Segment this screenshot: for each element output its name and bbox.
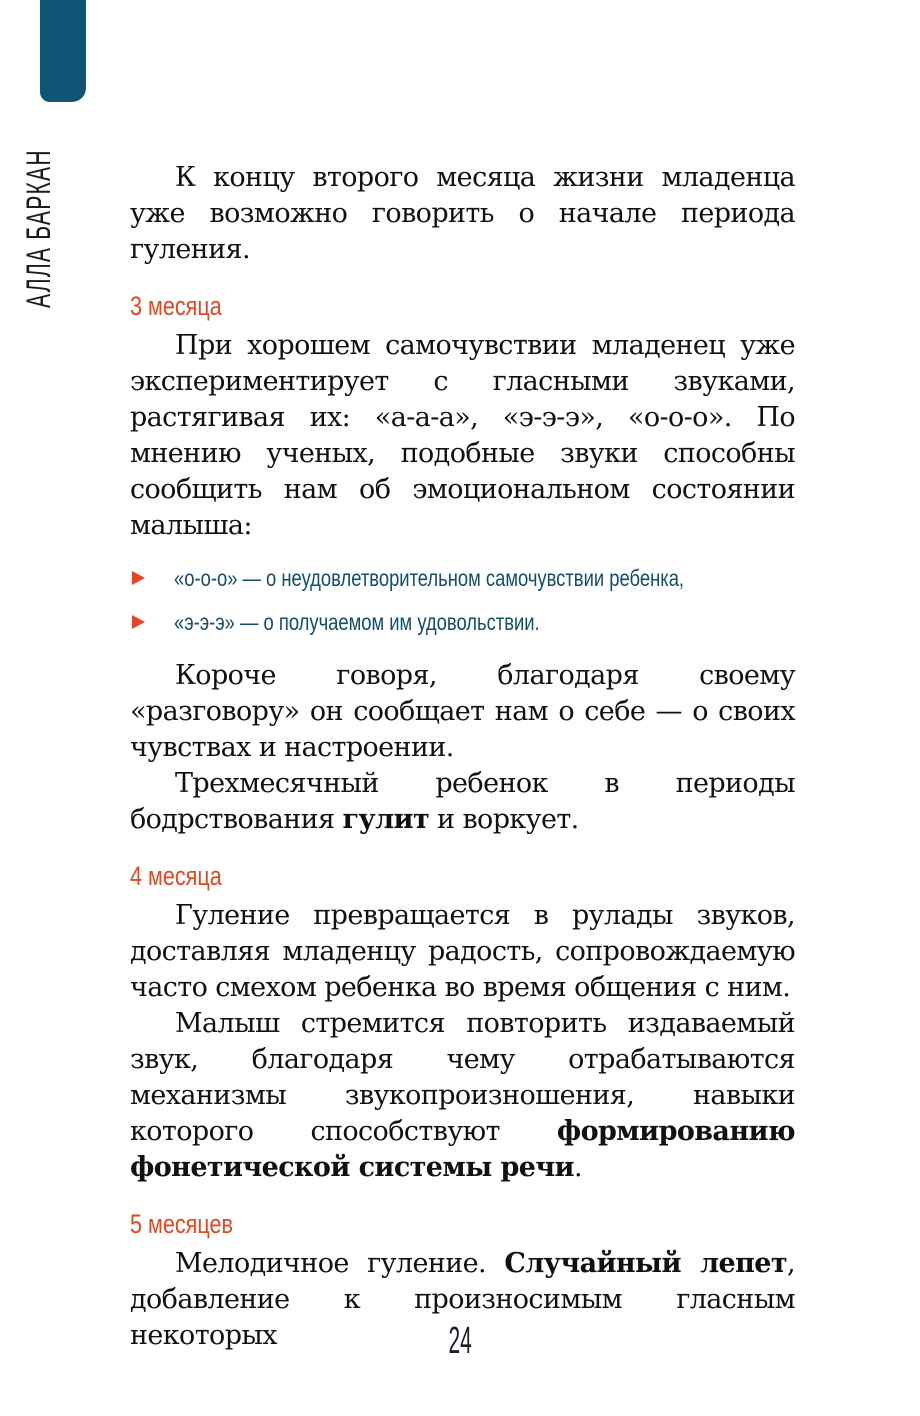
page-body bbox=[130, 160, 795, 1354]
bold-term: Случайный лепет bbox=[504, 1248, 788, 1279]
paragraph: При хорошем самочувствии младенец уже экспериментирует с гласными звуками, растягивая их: «а-а-а», «э-э-э», «о-о-о». По мнению ученых, подобные звуки способны сообщить нам об эмоциональном состоянии малыша: bbox=[130, 330, 795, 541]
paragraph: Короче говоря, благодаря своему «разговору» он сообщает нам о себе — о своих чувствах и настроении. bbox=[130, 660, 795, 763]
section-heading-5-months: 5 месяцев bbox=[130, 1209, 233, 1239]
chapter-tab-decoration bbox=[40, 0, 86, 102]
page-number: 24 bbox=[448, 1320, 472, 1362]
bold-term: формированию фонетической системы речи bbox=[130, 1116, 795, 1183]
intro-paragraph: К концу второго месяца жизни младенца уже возможно говорить о начале периода гуления. bbox=[130, 162, 795, 265]
section-heading-4-months: 4 месяца bbox=[130, 861, 222, 891]
triangle-bullet-icon bbox=[132, 571, 145, 585]
paragraph: Гуление превращается в рулады звуков, доставляя младенцу радость, сопровождаемую часто смехом ребенка во время общения с ним. bbox=[130, 900, 795, 1003]
paragraph: Мелодичное гуление. Случайный лепет, добавление к произносимым гласным некоторых bbox=[130, 1248, 795, 1351]
bold-term: гулит bbox=[342, 804, 430, 835]
running-head-author: АЛЛА БАРКАН bbox=[20, 149, 58, 308]
list-item: «э-э-э» — о получаемом им удовольствии. bbox=[130, 600, 795, 644]
list-item: «о-о-о» — о неудовлетворительном самочувствии ребенка, bbox=[130, 556, 795, 600]
section-heading-3-months: 3 месяца bbox=[130, 291, 222, 321]
triangle-bullet-icon bbox=[132, 615, 145, 629]
sound-meaning-list bbox=[130, 556, 795, 644]
paragraph: Трехмесячный ребенок в периоды бодрствования гулит и воркует. bbox=[130, 768, 795, 835]
paragraph: Малыш стремится повторить издаваемый звук, благодаря чему отрабатываются механизмы звукопроизношения, навыки которого способствуют формированию фонетической системы речи. bbox=[130, 1008, 795, 1183]
